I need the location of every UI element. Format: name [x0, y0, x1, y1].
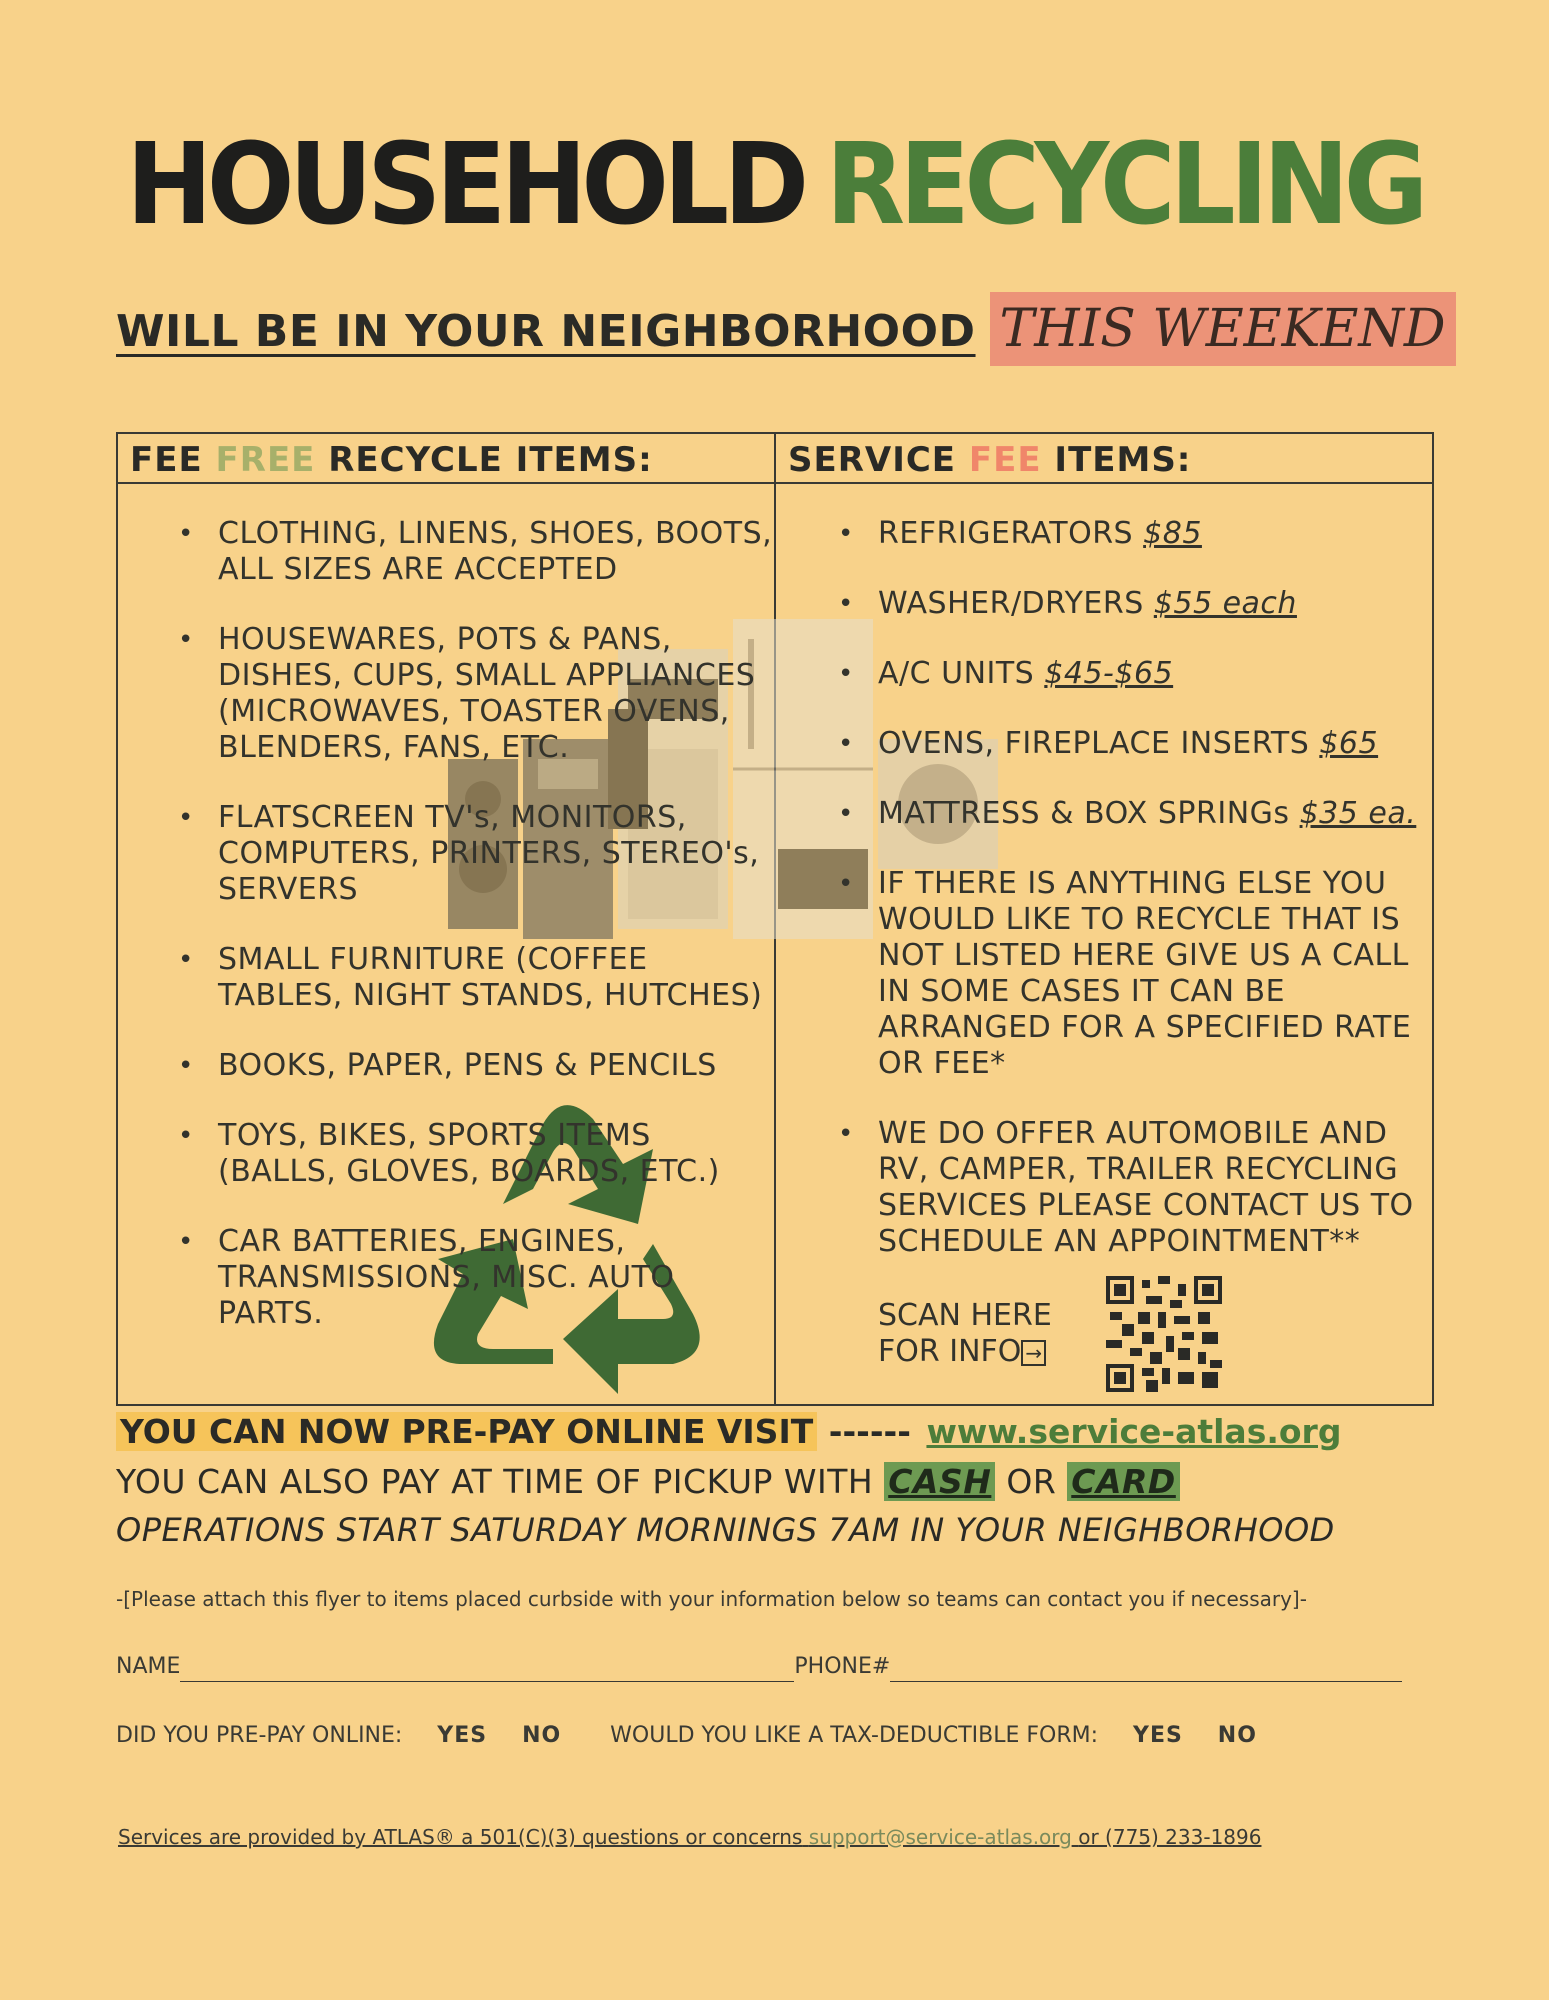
footer-text: Services are provided by ATLAS® a 501(C)(3) questions or concerns — [118, 1825, 803, 1849]
item-price: $35 ea. — [1299, 796, 1417, 831]
prepay-yes-option[interactable]: YES — [437, 1723, 488, 1748]
scan-here-label — [878, 1298, 1052, 1370]
prepay-dashes: ------ — [828, 1412, 911, 1451]
prepay-question: DID YOU PRE-PAY ONLINE: — [116, 1723, 403, 1748]
item-price: $55 each — [1153, 586, 1297, 621]
item-text: WASHER/DRYERS — [878, 586, 1144, 621]
tax-no-option[interactable]: NO — [1217, 1723, 1257, 1748]
heading-prefix: FEE — [130, 440, 203, 480]
title-word-recycling: RECYCLING — [825, 120, 1423, 250]
list-item — [878, 586, 1418, 622]
title-word-household: HOUSEHOLD — [126, 120, 804, 250]
scan-line-2-text: FOR INFO — [878, 1334, 1022, 1369]
item-text: REFRIGERATORS — [878, 516, 1134, 551]
footer-phone: or (775) 233-1896 — [1078, 1825, 1262, 1849]
support-email-link[interactable]: support@service-atlas.org — [808, 1825, 1072, 1849]
items-table — [116, 432, 1434, 1406]
item-price: $45-$65 — [1044, 656, 1174, 691]
arrow-right-icon: → — [1021, 1340, 1046, 1366]
tax-form-question: WOULD YOU LIKE A TAX-DEDUCTIBLE FORM: — [610, 1723, 1099, 1748]
tax-yes-option[interactable]: YES — [1133, 1723, 1183, 1748]
list-item: • FLATSCREEN TV's, MONITORS, COMPUTERS, PRINTERS, STEREO's, SERVERS — [218, 800, 778, 908]
item-text: IF THERE IS ANYTHING ELSE YOU WOULD LIKE TO RECYCLE THAT IS NOT LISTED HERE GIVE US A CALL IN SOME CASES IT CAN BE ARRANGED FOR A SPECIFIED RATE OR FEE* — [878, 866, 1412, 1081]
flyer-title — [62, 120, 1487, 250]
free-items-heading — [130, 440, 653, 480]
card-badge: CARD — [1067, 1462, 1180, 1501]
operations-line: OPERATIONS START SATURDAY MORNINGS 7AM IN YOUR NEIGHBORHOOD — [116, 1511, 1335, 1549]
list-item: • TOYS, BIKES, SPORTS ITEMS (BALLS, GLOVES, BOARDS, ETC.) — [218, 1118, 778, 1190]
list-item — [878, 866, 1418, 1082]
item-text: OVENS, FIREPLACE INSERTS — [878, 726, 1310, 761]
list-item — [878, 516, 1418, 552]
attach-note: -[Please attach this flyer to items placed curbside with your information below so teams can contact you if necessary]- — [116, 1587, 1307, 1611]
heading-fee-word: FEE — [968, 440, 1042, 480]
list-item — [878, 726, 1418, 762]
fee-items-list — [878, 516, 1418, 1294]
list-item: • CAR BATTERIES, ENGINES, TRANSMISSIONS, MISC. AUTO PARTS. — [218, 1224, 778, 1332]
or-text: OR — [1006, 1462, 1057, 1501]
item-text: A/C UNITS — [878, 656, 1035, 691]
list-item: • CLOTHING, LINENS, SHOES, BOOTS, ALL SIZES ARE ACCEPTED — [218, 516, 778, 588]
subtitle — [116, 292, 1446, 367]
subtitle-text: WILL BE IN YOUR NEIGHBORHOOD — [116, 306, 976, 357]
item-price: $85 — [1143, 516, 1202, 551]
name-label: NAME — [116, 1654, 181, 1679]
item-text: WE DO OFFER AUTOMOBILE AND RV, CAMPER, TRAILER RECYCLING SERVICES PLEASE CONTACT US TO SCHEDULE AN APPOINTMENT** — [878, 1116, 1414, 1259]
list-item — [878, 796, 1418, 832]
list-item: • BOOKS, PAPER, PENS & PENCILS — [218, 1048, 778, 1084]
phone-field[interactable] — [890, 1659, 1402, 1682]
free-items-list — [218, 516, 778, 1366]
questions-row — [116, 1720, 1257, 1752]
cash-badge: CASH — [884, 1462, 995, 1501]
heading-free-word: FREE — [215, 440, 316, 480]
fee-items-heading — [788, 440, 1191, 480]
header-divider — [118, 482, 1432, 484]
scan-line-2 — [878, 1334, 1052, 1370]
pay-at-pickup-line — [116, 1460, 1180, 1504]
item-price: $65 — [1319, 726, 1379, 761]
footer — [118, 1822, 1261, 1852]
prepay-text: YOU CAN NOW PRE-PAY ONLINE VISIT — [116, 1412, 817, 1451]
prepay-line — [116, 1410, 1341, 1454]
list-item: • SMALL FURNITURE (COFFEE TABLES, NIGHT STANDS, HUTCHES) — [218, 942, 778, 1014]
qr-code-icon[interactable] — [1104, 1276, 1224, 1392]
item-text: MATTRESS & BOX SPRINGs — [878, 796, 1290, 831]
list-item: • HOUSEWARES, POTS & PANS, DISHES, CUPS, SMALL APPLIANCES (MICROWAVES, TOASTER OVENS, BLENDERS, FANS, ETC. — [218, 622, 778, 766]
list-item — [878, 1116, 1418, 1260]
scan-line-1: SCAN HERE — [878, 1298, 1052, 1333]
name-field[interactable] — [180, 1659, 794, 1682]
phone-label: PHONE# — [794, 1654, 891, 1679]
website-link[interactable]: www.service-atlas.org — [926, 1412, 1342, 1451]
pay-text: YOU CAN ALSO PAY AT TIME OF PICKUP WITH — [116, 1462, 874, 1501]
heading-prefix: SERVICE — [788, 440, 957, 480]
list-item — [878, 656, 1418, 692]
heading-suffix: ITEMS: — [1054, 440, 1192, 480]
contact-fields — [116, 1652, 1428, 1682]
heading-suffix: RECYCLE ITEMS: — [328, 440, 653, 480]
this-weekend-highlight: THIS WEEKEND — [990, 292, 1456, 366]
prepay-no-option[interactable]: NO — [522, 1723, 562, 1748]
